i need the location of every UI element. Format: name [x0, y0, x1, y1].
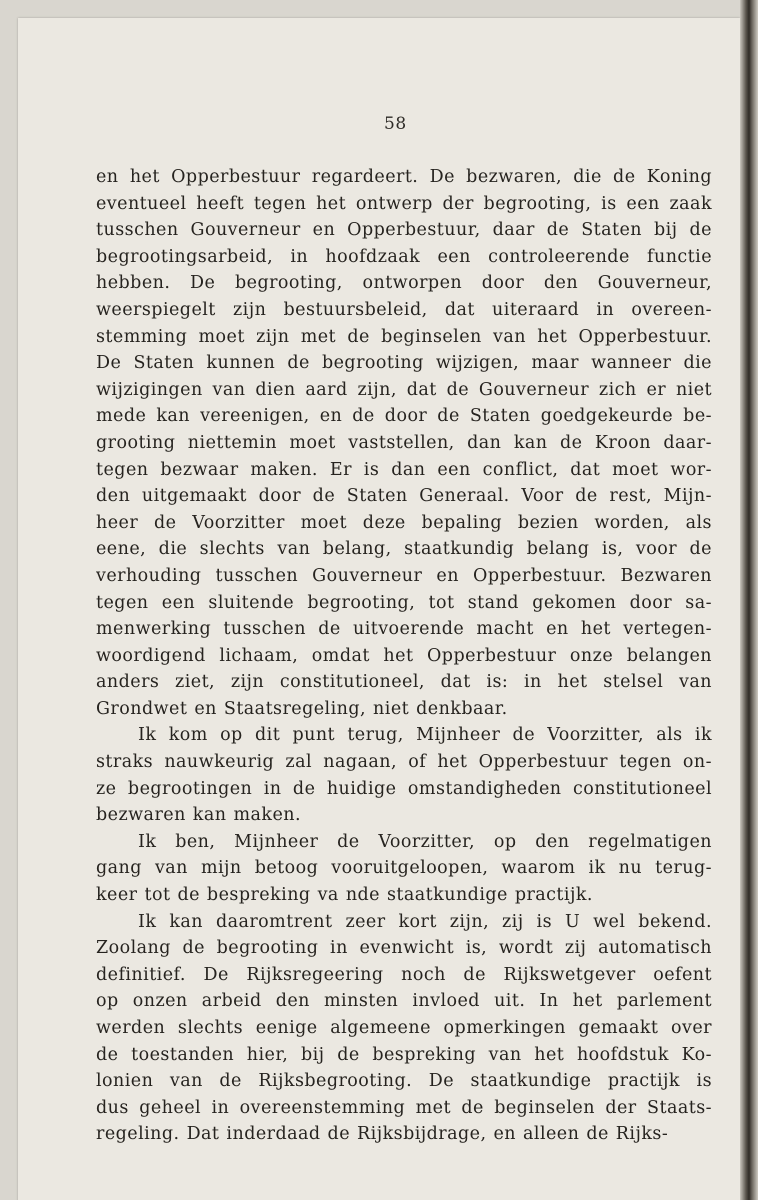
text-line: lonien van de Rijksbegrooting. De staatkundige practijk is: [96, 1071, 712, 1092]
text-line: regeling. Dat inderdaad de Rijksbijdrage, en alleen de Rijks-: [96, 1124, 669, 1145]
text-line: Ik kom op dit punt terug, Mijnheer de Voorzitter, als ik: [138, 725, 712, 746]
text-line: en het Opperbestuur regardeert. De bezwaren, die de Koning: [96, 167, 712, 187]
text-line: weerspiegelt zijn bestuursbeleid, dat uiteraard in overeen-: [96, 299, 712, 320]
text-line: tusschen Gouverneur en Opperbestuur, daar de Staten bij de: [96, 220, 712, 241]
text-line: mede kan vereenigen, en de door de Staten goedgekeurde be-: [96, 406, 712, 427]
text-line: den uitgemaakt door de Staten Generaal. Voor de rest, Mijn-: [96, 486, 712, 507]
book-spine-edge: [740, 0, 758, 1200]
text-line: ze begrootingen in de huidige omstandigheden constitutioneel: [96, 778, 712, 799]
text-line: stemming moet zijn met de beginselen van het Opperbestuur.: [96, 326, 712, 347]
text-line: eene, die slechts van belang, staatkundig belang is, voor de: [96, 539, 712, 560]
text-line: dus geheel in overeenstemming met de beginselen der Staats-: [96, 1097, 712, 1118]
text-line: tegen bezwaar maken. Er is dan een conflict, dat moet wor-: [96, 459, 712, 480]
text-line: wijzigingen van dien aard zijn, dat de Gouverneur zich er niet: [96, 379, 712, 400]
text-line: op onzen arbeid den minsten invloed uit. In het parlement: [96, 991, 712, 1012]
text-line: anders ziet, zijn constitutioneel, dat is: in het stelsel van: [96, 672, 712, 693]
text-line: Ik kan daaromtrent zeer kort zijn, zij is U wel bekend.: [138, 911, 712, 932]
page-number: 58: [384, 114, 407, 134]
text-line: bezwaren kan maken.: [96, 805, 301, 826]
text-line: definitief. De Rijksregeering noch de Rijkswetgever oefent: [96, 964, 712, 985]
text-line: begrootingsarbeid, in hoofdzaak een controleerende functie: [96, 246, 712, 267]
text-line: Ik ben, Mijnheer de Voorzitter, op den regelmatigen: [138, 831, 712, 852]
text-line: straks nauwkeurig zal nagaan, of het Opperbestuur tegen on-: [96, 752, 712, 773]
text-line: de toestanden hier, bij de bespreking van het hoofdstuk Ko-: [96, 1044, 712, 1065]
text-line: heer de Voorzitter moet deze bepaling bezien worden, als: [96, 512, 712, 533]
text-line: keer tot de bespreking va nde staatkundige practijk.: [96, 885, 593, 906]
text-line: menwerking tusschen de uitvoerende macht en het vertegen-: [96, 619, 712, 640]
text-line: hebben. De begrooting, ontworpen door den Gouverneur,: [96, 273, 712, 294]
text-line: Grondwet en Staatsregeling, niet denkbaar.: [96, 698, 508, 719]
body-text: [96, 164, 716, 1148]
text-line: grooting niettemin moet vaststellen, dan kan de Kroon daar-: [96, 432, 712, 453]
text-line: gang van mijn betoog vooruitgeloopen, waarom ik nu terug-: [96, 858, 712, 879]
text-line: Zoolang de begrooting in evenwicht is, wordt zij automatisch: [96, 938, 712, 959]
book-page: [18, 18, 740, 1200]
text-line: eventueel heeft tegen het ontwerp der begrooting, is een zaak: [96, 193, 712, 214]
text-line: werden slechts eenige algemeene opmerkingen gemaakt over: [96, 1018, 712, 1038]
text-line: woordigend lichaam, omdat het Opperbestuur onze belangen: [96, 645, 712, 666]
text-line: De Staten kunnen de begrooting wijzigen, maar wanneer die: [96, 353, 712, 374]
text-line: verhouding tusschen Gouverneur en Opperbestuur. Bezwaren: [96, 565, 712, 586]
text-line: tegen een sluitende begrooting, tot stand gekomen door sa-: [96, 592, 712, 613]
